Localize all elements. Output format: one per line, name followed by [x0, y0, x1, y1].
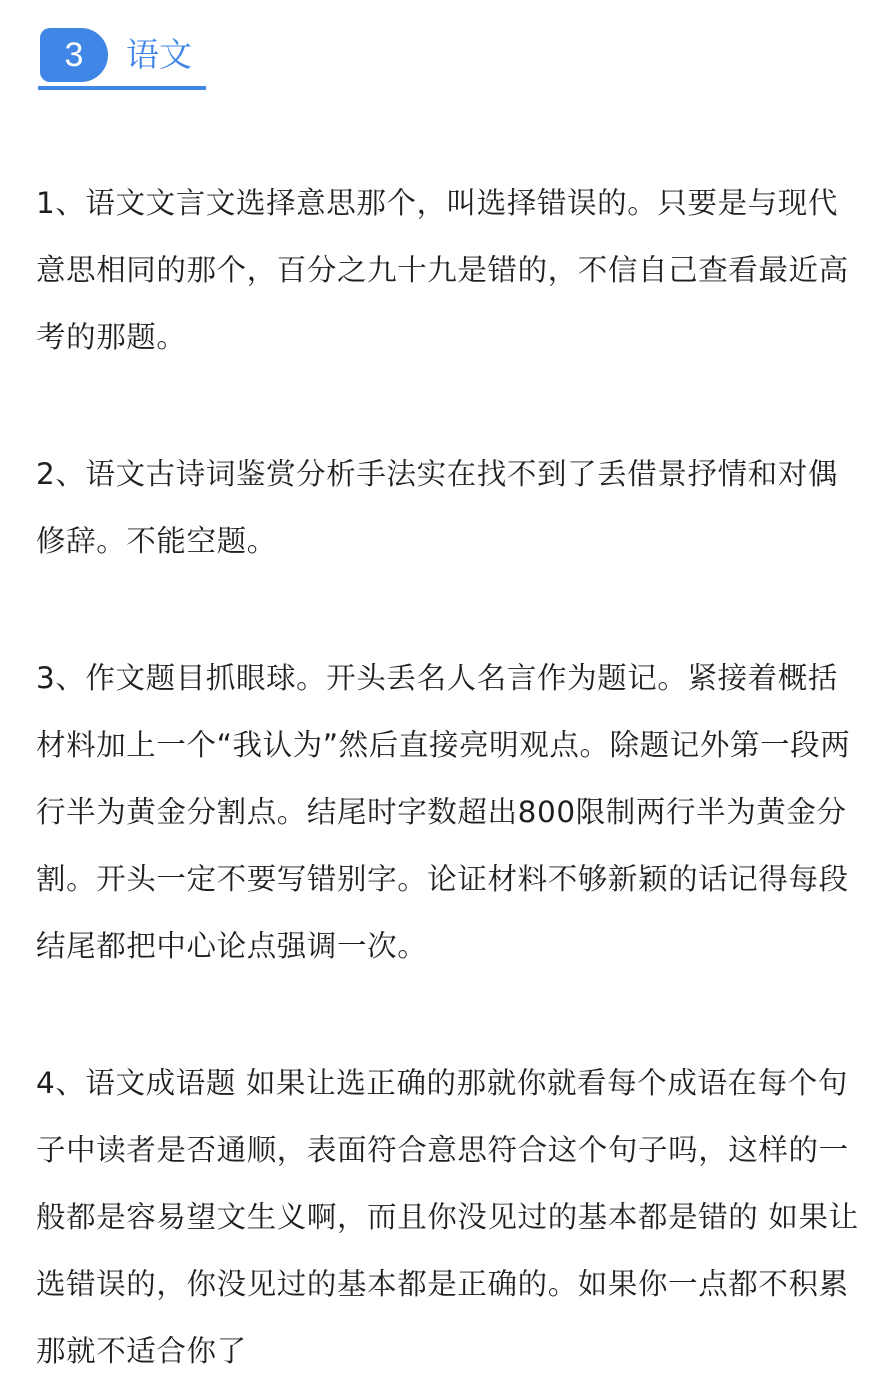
paragraph-1: 1、语文文言文选择意思那个，叫选择错误的。只要是与现代意思相同的那个，百分之九十九是错的，不信自己查看最近高考的那题。 — [36, 186, 849, 354]
header-underline — [38, 86, 206, 90]
article-body — [36, 170, 862, 1385]
paragraph-4: 4、语文成语题 如果让选正确的那就你就看每个成语在每个句子中读者是否通顺，表面符合意思符合这个句子吗，这样的一般都是容易望文生义啊，而且你没见过的基本都是错的 如果让选错误的，你没见过的基本都是正确的。如果你一点都不积累那就不适合你了 — [36, 1066, 859, 1368]
paragraph-3: 3、作文题目抓眼球。开头丢名人名言作为题记。紧接着概括材料加上一个“我认为”然后直接亮明观点。除题记外第一段两行半为黄金分割点。结尾时字数超出800限制两行半为黄金分割。开头一定不要写错别字。论证材料不够新颖的话记得每段结尾都把中心论点强调一次。 — [36, 661, 851, 963]
section-title: 语文 — [126, 35, 192, 74]
section-number-badge: 3 — [40, 28, 108, 82]
paragraph-2: 2、语文古诗词鉴赏分析手法实在找不到了丢借景抒情和对偶修辞。不能空题。 — [36, 457, 838, 558]
section-header — [38, 22, 206, 92]
